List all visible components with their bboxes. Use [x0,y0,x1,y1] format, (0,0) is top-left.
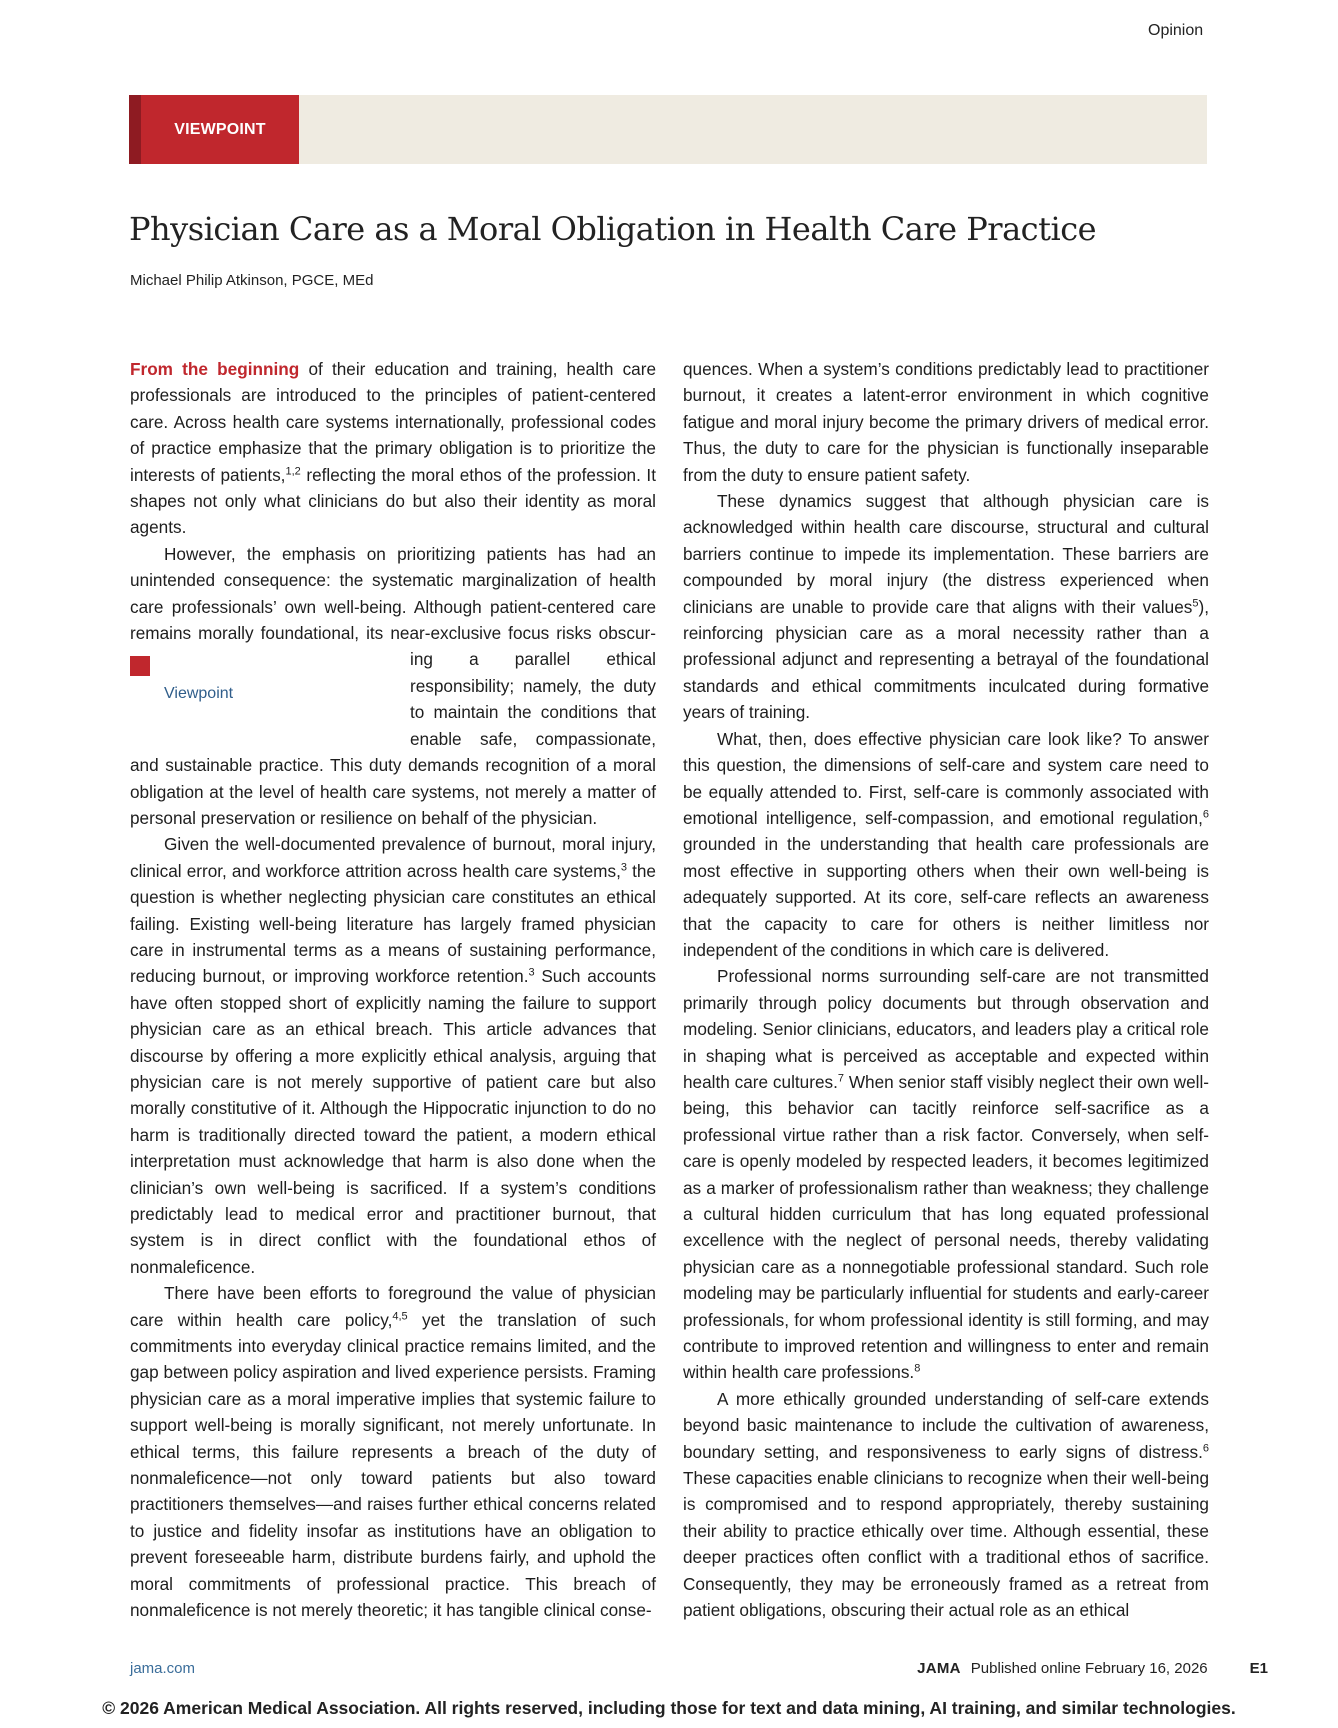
copyright-notice: © 2026 American Medical Association. All rights reserved, including those for text and data mining, AI training, and similar technologies. [102,1698,1236,1718]
site-link[interactable]: jama.com [130,1660,196,1677]
related-article-label: Viewpoint [164,685,234,703]
viewpoint-tag: VIEWPOINT [129,95,299,164]
paragraph: From the beginning of their education and training, health care professionals are introduced to the principles of patient-centered care. Across health care systems internationally, professional codes of practice emphasize that the primary obligation is to prioritize the interests of patients,$^{1,2}$ reflecting the moral ethos of the profession. It shapes not only what clinicians do but also their identity as moral agents. [130,359,657,538]
article-type-banner [129,95,1207,164]
section-label: Opinion [1148,22,1204,39]
lead-in: From the beginning [130,359,300,379]
paragraph: There have been efforts to foreground the value of physician care within health care policy,$^{4,5}$ yet the translation of such commitments into everyday clinical practice remains limited, and the gap between policy aspiration and lived experience persists. Framing physician care as a moral imperative implies that systemic failure to support well-being is morally significant, not merely unfortunate. In ethical terms, this failure represents a breach of the duty of nonmaleficence—not only toward patients but also toward practitioners themselves—and raises further ethical concerns related to justice and fidelity insofar as institutions have an obligation to prevent foreseeable harm, distribute burdens fairly, and uphold the moral commitments of professional practice. This breach of nonmaleficence is not merely theoretic; it has tangible clinical conse- [130,1283,657,1621]
paragraph: These dynamics suggest that although physician care is acknowledged within health care discourse, structural and cultural barriers continue to impede its implementation. These barriers are compounded by moral injury (the distress experienced when clinicians are unable to provide care that aligns with their values$^5$), reinforcing physician care as a moral necessity rather than a professional adjunct and representing a betrayal of the foundational standards and ethical commitments inculcated during formative years of training. [683,491,1209,723]
journal-name: JAMA [917,1660,961,1677]
related-article-link[interactable] [130,650,400,732]
paragraph: Professional norms surrounding self-care are not transmitted primarily through policy documents but through observation and modeling. Senior clinicians, educators, and leaders play a critical role in shaping what is perceived as acceptable and expected within health care cultures.$^7$ When senior staff visibly neglect their own well-being, this behavior can tacitly reinforce self-sacrifice as a professional virtue rather than a risk factor. Conversely, when self-care is openly modeled by respected leaders, it becomes legitimized as a marker of professionalism rather than weakness; they challenge a cultural hidden curriculum that has long equated professional excellence with the neglect of personal needs, thereby validating physician care as a nonnegotiable professional standard. Such role modeling may be particularly influential for students and early-career professionals, for whom professional identity is still forming, and may contribute to improved retention and willingness to enter and remain within health care professions.$^8$ [683,966,1209,1383]
paragraph: quences. When a system’s conditions predictably lead to practitioner burnout, it creates a latent-error environment in which cognitive fatigue and moral injury become the primary drivers of medical error. Thus, the duty to care for the physician is functionally inseparable from the duty to ensure patient safety. [683,359,1209,485]
page-number: E1 [1249,1660,1268,1677]
plus-icon: + [130,656,150,676]
body-column-left [130,356,656,1624]
paragraph: However, the emphasis on prioritizing patients has had an unintended consequence: the systematic marginalization of health care professionals’ own well-being. Although patient-centered care remains morally foundational, its near-exclusive focus risks obscur- + Viewpoint ing a parallel ethical responsibility; namely, the duty to maintain the conditions that enable safe, compassionate, and sustainable practice. This duty demands recognition of a moral obligation at the level of health care systems, not merely a matter of personal preservation or resilience on behalf of the physician. [130,543,656,828]
page-footer [917,1660,1268,1677]
paragraph: What, then, does effective physician care look like? To answer this question, the dimensions of self-care and system care need to be equally attended to. First, self-care is commonly associated with emotional intelligence, self-compassion, and emotional regulation,$^6$ grounded in the understanding that health care professionals are most effective in supporting others when their own well-being is adequately supported. At its core, self-care reflects an awareness that the capacity to care for others is neither limitless nor independent of the conditions in which care is delivered. [683,728,1209,960]
paragraph: Given the well-documented prevalence of burnout, moral injury, clinical error, and workforce attrition across health care systems,$^3$ the question is whether neglecting physician care constitutes an ethical failing. Existing well-being literature has largely framed physician care in instrumental terms as a means of sustaining performance, reducing burnout, or improving workforce retention.$^3$ Such accounts have often stopped short of explicitly naming the failure to support physician care as an ethical breach. This article advances that discourse by offering a more explicitly ethical analysis, arguing that physician care is not merely supportive of patient care but also morally constitutive of it. Although the Hippocratic injunction to do no harm is traditionally directed toward the patient, a modern ethical interpretation must acknowledge that harm is also done when the clinician’s own well-being is sacrificed. If a system’s conditions predictably lead to medical error and practitioner burnout, that system is in direct conflict with the foundational ethos of nonmaleficence. [130,834,656,1277]
publication-date: Published online February 16, 2026 [970,1660,1208,1677]
article-title: Physician Care as a Moral Obligation in Health Care Practice [129,210,1097,248]
author-byline: Michael Philip Atkinson, PGCE, MEd [130,272,374,289]
paragraph: A more ethically grounded understanding of self-care extends beyond basic maintenance to include the cultivation of awareness, boundary setting, and responsiveness to early signs of distress.$^6$ These capacities enable clinicians to recognize when their well-being is compromised and to respond appropriately, thereby sustaining their ability to practice ethically over time. Although essential, these deeper practices often conflict with a traditional ethos of sacrifice. Consequently, they may be erroneously framed as a retreat from patient obligations, obscuring their actual role as an ethical [683,1388,1209,1621]
body-column-right [683,356,1209,1624]
